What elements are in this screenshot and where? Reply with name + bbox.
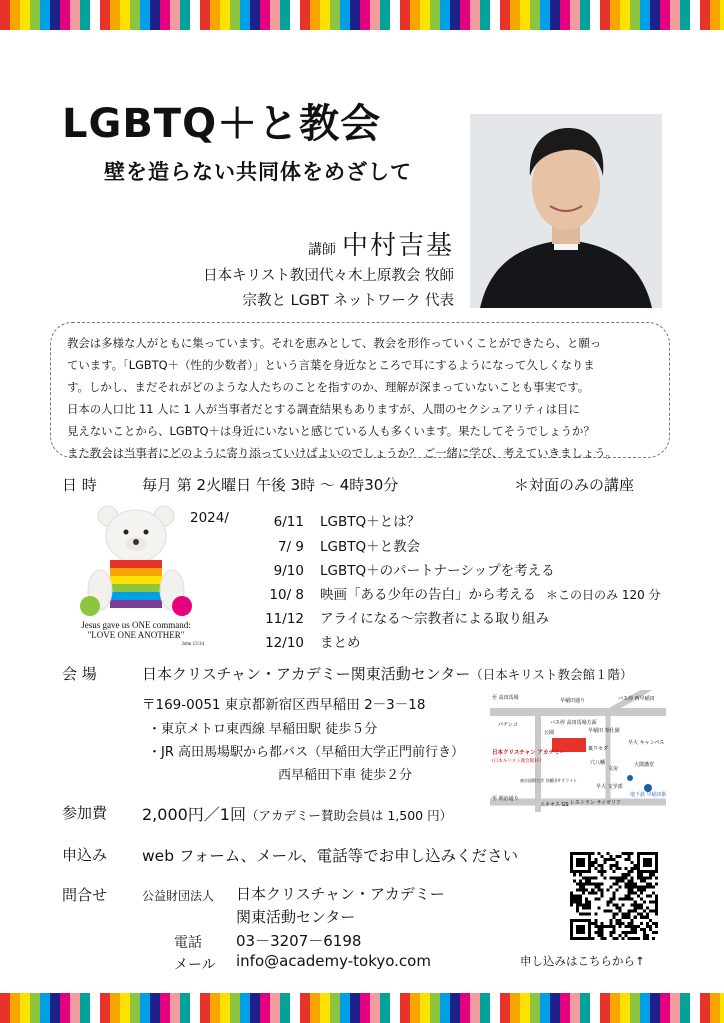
speaker-name-block (308, 225, 454, 262)
map-label: 日本クリスチャン アカデミー (492, 750, 565, 756)
intro-line: また教会は当事者にどのように寄り添っていけばよいのでしょうか？ ご一緒に学び、考えていきましょう。 (67, 446, 617, 460)
contact-org-1: 日本クリスチャン・アカデミー (236, 885, 445, 903)
map-label: 至 明治通り (492, 796, 519, 802)
top-rainbow-stripe (0, 0, 724, 30)
intro-line: す。しかし、まだそれがどのような人たちのことを指すのか、理解が深まっていないことも事実です。 (67, 380, 590, 394)
map-label: 東京国際大学 早稲田サテライト (520, 778, 578, 783)
speaker-role: 講師 (307, 242, 336, 258)
contact-tel: 03－3207－6198 (236, 932, 362, 950)
bear-caption-1: Jesus gave us ONE command: (81, 620, 191, 630)
fee-value: 2,000円／1回（アカデミー賛助会員は 1,500 円） (142, 805, 453, 824)
rainbow-bear-image (66, 502, 206, 652)
map-label: 大隈講堂 (634, 762, 655, 768)
venue-access-1: ・東京メトロ東西線 早稲田駅 徒歩５分 (148, 722, 378, 737)
intro-line: ています。「LGBTQ＋（性的少数者）」という言葉を身近なところで耳にするようになって久しくなりま (67, 358, 595, 372)
map-label: 早稲田通り (560, 698, 586, 704)
map-label: 至 高田馬場 (492, 695, 519, 701)
map-label: 文房 (608, 766, 619, 772)
speaker-affiliation-2: 宗教と LGBT ネットワーク 代表 (242, 293, 454, 309)
map-label: 公園 (544, 730, 555, 736)
map-label: 早大 キャンパス (628, 740, 665, 746)
bottom-rainbow-stripe (0, 993, 724, 1023)
map-label: バス停 高田馬場方面 (550, 720, 597, 726)
schedule-item: 12/10 まとめ (265, 635, 361, 651)
map-label: 地下鉄 早稲田駅 (630, 792, 666, 798)
speaker-affiliation-1: 日本キリスト教団代々木上原教会 牧師 (203, 268, 454, 284)
venue-address: 〒169-0051 東京都新宿区西早稲田 2－3－18 (142, 697, 426, 713)
map-label: エネオス GS (540, 802, 569, 808)
venue-map (490, 690, 666, 812)
datetime-note: ＊対面のみの講座 (514, 476, 635, 494)
intro-line: 日本の人口比 11 人に 1 人が当事者だとする調査結果もありますが、人間のセクシュアリティは目に (67, 402, 580, 416)
map-label: 早大 文学部 (596, 784, 623, 790)
map-label: レストラン サイゼリア (570, 800, 621, 806)
datetime-value: 毎月 第 2火曜日 午後 3時 ～ 4時30分 (142, 476, 399, 494)
schedule-item: 6/11 LGBTQ＋とは？ (273, 514, 421, 530)
intro-box (50, 322, 670, 458)
map-label: 穴八幡 (590, 760, 606, 766)
venue-access-3: 西早稲田下車 徒歩２分 (278, 768, 413, 783)
map-label: 早稲田 奉仕園 (588, 728, 620, 734)
page-subtitle: 壁を造らない共同体をめざして (104, 160, 412, 184)
map-label: (日本キリスト教会館1F) (492, 759, 542, 764)
datetime-label: 日 時 (62, 476, 97, 494)
qr-caption: 申し込みはこちらから↑ (520, 954, 645, 968)
speaker-name: 中村吉基 (341, 231, 454, 261)
speaker-photo (470, 114, 662, 308)
bear-caption-2: "LOVE ONE ANOTHER" (87, 630, 185, 640)
map-label: バス停 西早稲田 (618, 696, 655, 702)
intro-line: 教会は多様な人がともに集っています。それを恵みとして、教会を形作っていくことができたら、と願っ (67, 336, 602, 350)
contact-mail: info@academy-tokyo.com (236, 952, 431, 970)
schedule-item: 11/12 アライになる～宗教者による取り組み (265, 611, 550, 627)
qr-code-icon[interactable] (570, 852, 658, 940)
intro-line: 見えないことから、LGBTQ＋は身近にいないと感じている人も多くいます。果たしてそうでしょうか？ (67, 424, 595, 438)
contact-mail-label: メール (174, 957, 216, 973)
venue-label: 会 場 (62, 665, 97, 683)
schedule-year: 2024/ (190, 510, 229, 526)
bear-caption-ref: John 13:34 (181, 642, 204, 647)
contact-label: 問合せ (62, 886, 108, 904)
venue-access-2: ・JR 高田馬場駅から都バス（早稲田大学正門前行き） (148, 745, 464, 760)
schedule-item: 10/ 8 映画「ある少年の告白」から考える ＊この日のみ 120 分 (269, 587, 661, 603)
contact-tel-label: 電話 (174, 935, 202, 951)
fee-label: 参加費 (62, 804, 108, 822)
schedule-item: 7/ 9 LGBTQ＋と教会 (277, 539, 421, 555)
contact-org-prefix: 公益財団法人 (142, 889, 215, 903)
apply-value: web フォーム、メール、電話等でお申し込みください (142, 847, 519, 865)
venue-name: 日本クリスチャン・アカデミー関東活動センター（日本キリスト教会館１階） (142, 665, 633, 683)
contact-org-2: 関東活動センター (236, 908, 356, 926)
map-label: 裏ワセダ (588, 746, 609, 752)
map-label: パチンコ (498, 722, 518, 728)
schedule-item: 9/10 LGBTQ＋のパートナーシップを考える (273, 563, 555, 579)
apply-label: 申込み (62, 846, 108, 864)
page-title: LGBTQ＋と教会 (62, 101, 382, 147)
